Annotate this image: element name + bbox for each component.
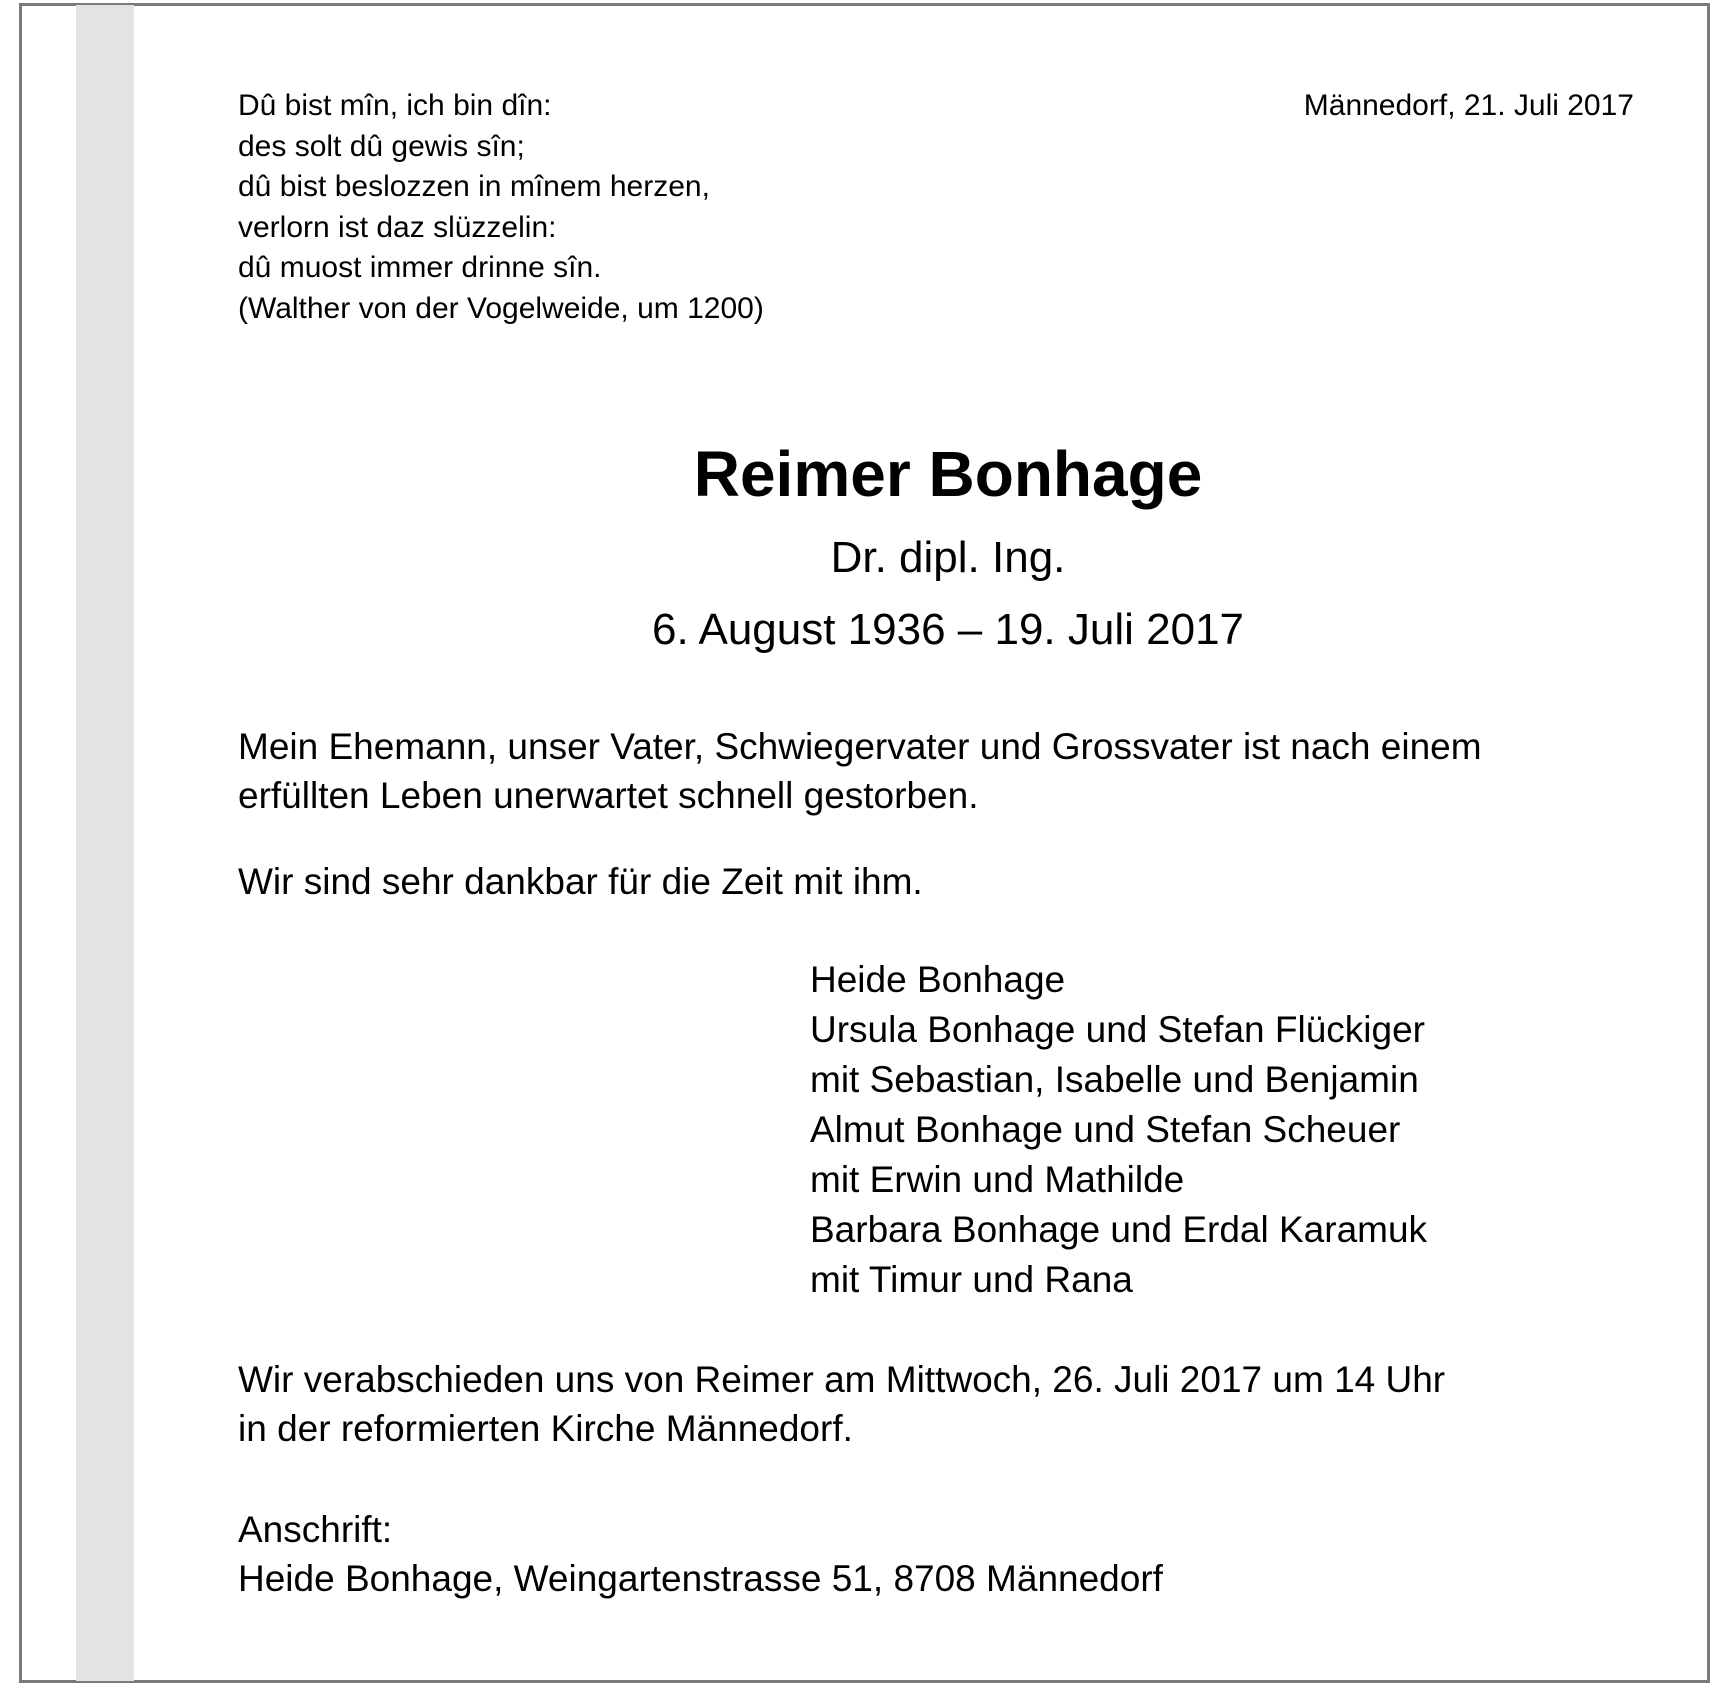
poem-line: dû bist beslozzen in mînem herzen, [238,170,710,203]
poem-attribution: (Walther von der Vogelweide, um 1200) [238,291,764,325]
poem-line: Dû bist mîn, ich bin dîn: [238,89,552,122]
deceased-title: Dr. dipl. Ing. [830,533,1066,582]
address-block [238,1505,1163,1603]
farewell-line: Wir verabschieden uns von Reimer am Mittwoch, 26. Juli 2017 um 14 Uhr [238,1359,1446,1400]
side-stripe [76,5,134,1681]
gratitude-paragraph: Wir sind sehr dankbar für die Zeit mit ihm. [238,861,923,902]
family-member: mit Erwin und Mathilde [810,1159,1185,1200]
farewell-paragraph [238,1355,1445,1453]
family-list [810,955,1427,1305]
address-value: Heide Bonhage, Weingartenstrasse 51, 8708 Männedorf [238,1558,1163,1599]
message-line: Mein Ehemann, unser Vater, Schwiegervater und Grossvater ist nach einem [238,726,1482,767]
family-member: Heide Bonhage [810,959,1066,1000]
family-member: mit Timur und Rana [810,1259,1133,1300]
message-line: erfüllten Leben unerwartet schnell gestorben. [238,775,979,816]
poem-line: verlorn ist daz slüzzelin: [238,210,557,244]
poem-line: des solt dû gewis sîn; [238,129,525,163]
place-date: Männedorf, 21. Juli 2017 [1303,89,1634,122]
family-member: mit Sebastian, Isabelle und Benjamin [810,1059,1419,1100]
poem-line: dû muost immer drinne sîn. [238,251,602,284]
family-member: Ursula Bonhage und Stefan Flückiger [810,1009,1425,1050]
poem [238,86,764,329]
deceased-name: Reimer Bonhage [693,438,1203,510]
message-paragraph [238,722,1482,820]
family-member: Barbara Bonhage und Erdal Karamuk [810,1209,1428,1250]
address-label: Anschrift: [238,1509,393,1550]
life-dates: 6. August 1936 – 19. Juli 2017 [651,605,1245,654]
family-member: Almut Bonhage und Stefan Scheuer [810,1109,1401,1150]
farewell-line: in der reformierten Kirche Männedorf. [238,1408,853,1449]
